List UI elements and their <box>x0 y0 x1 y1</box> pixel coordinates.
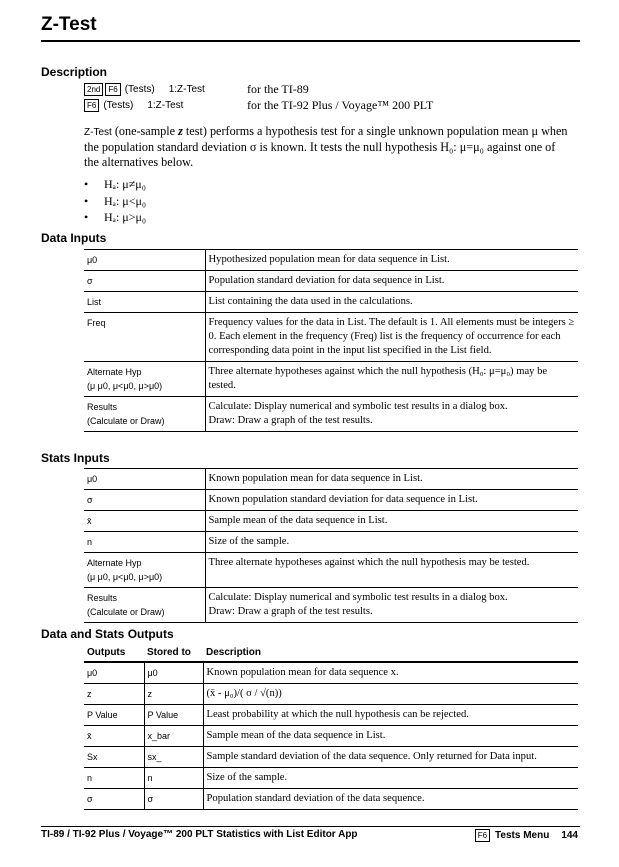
command-name: Z-Test <box>84 127 112 138</box>
outputs-table <box>84 645 578 810</box>
bullet-item: • Hₐ: μ<μ₀ <box>84 194 147 208</box>
footer-title: TI-89 / TI-92 Plus / Voyage™ 200 PLT Statistics with List Editor App <box>41 829 358 840</box>
table-header-row <box>84 645 578 662</box>
tests-label: (Tests) <box>103 100 134 111</box>
title-rule <box>41 40 580 42</box>
table-row: n n Size of the sample. <box>84 768 578 789</box>
key-sequence-ti89 <box>84 82 309 96</box>
table-row: Alternate Hyp (μ μ0, μ<μ0, μ>μ0) Three alternate hypotheses against which the null hypothesis may be tested. <box>84 553 578 588</box>
table-row: μ0 Known population mean for data sequence in List. <box>84 469 578 490</box>
stats-inputs-table <box>84 468 578 623</box>
table-row: Alternate Hyp (μ μ0, μ<μ0, μ>μ0) Three alternate hypotheses against which the null hypothesis (H₀: μ=μ₀) may be tested. <box>84 362 578 397</box>
table-row: P Value P Value Least probability at which the null hypothesis can be rejected. <box>84 705 578 726</box>
table-row: μ0 Hypothesized population mean for data sequence in List. <box>84 250 578 271</box>
table-row: x̄ x_bar Sample mean of the data sequence in List. <box>84 726 578 747</box>
bullet-item: • Hₐ: μ>μ₀ <box>84 210 147 224</box>
table-row: Sx sx_ Sample standard deviation of the data sequence. Only returned for Data input. <box>84 747 578 768</box>
table-row: σ Known population standard deviation for data sequence in List. <box>84 490 578 511</box>
bullet-item: • Hₐ: μ≠μ₀ <box>84 177 146 191</box>
table-row: List List containing the data used in the calculations. <box>84 292 578 313</box>
table-row: n Size of the sample. <box>84 532 578 553</box>
page-title: Z-Test <box>41 14 97 35</box>
page-number: 144 <box>561 830 578 841</box>
stats-inputs-heading: Stats Inputs <box>41 451 110 465</box>
target-device: for the TI-92 Plus / Voyage™ 200 PLT <box>247 98 434 112</box>
outputs-heading: Data and Stats Outputs <box>41 627 174 641</box>
table-row: x̄ Sample mean of the data sequence in List. <box>84 511 578 532</box>
key-f6: F6 <box>105 83 120 96</box>
table-row: σ Population standard deviation for data sequence in List. <box>84 271 578 292</box>
data-inputs-heading: Data Inputs <box>41 231 107 245</box>
key-2nd: 2nd <box>84 83 103 96</box>
column-header: Stored to <box>144 645 203 662</box>
data-inputs-table <box>84 249 578 432</box>
menu-item: 1:Z-Test <box>168 84 205 95</box>
target-device: for the TI-89 <box>247 82 309 96</box>
footer-rule <box>41 826 580 827</box>
description-heading: Description <box>41 65 108 79</box>
key-f6: F6 <box>84 99 99 112</box>
footer-section <box>475 829 578 842</box>
key-f6: F6 <box>475 829 490 842</box>
column-header: Description <box>203 645 578 662</box>
column-header: Outputs <box>84 645 144 662</box>
table-row: μ0 μ0 Known population mean for data sequence x. <box>84 662 578 684</box>
description-paragraph: Z-Test (one-sample z test) performs a hypothesis test for a single unknown population mean μ when the population standard deviation σ is known. It tests the null hypothesis H₀: μ=μ₀ against one of the alternatives below. <box>84 124 568 169</box>
table-row: Results (Calculate or Draw) Calculate: Display numerical and symbolic test results in a dialog box. Draw: Draw a graph of the test results. <box>84 397 578 432</box>
table-row: Freq Frequency values for the data in List. The default is 1. All elements must be integers ≥ 0. Each element in the frequency (Freq) list is the frequency of occurrence for each corresponding data point in the input list specified in the List field. <box>84 313 578 362</box>
table-row: z z (x̄ - μ₀)/( σ / √(n)) <box>84 684 578 705</box>
key-sequence-ti92 <box>84 98 434 112</box>
tests-label: (Tests) <box>124 84 155 95</box>
menu-item: 1:Z-Test <box>147 100 184 111</box>
section-name: Tests Menu <box>495 830 550 841</box>
table-row: σ σ Population standard deviation of the data sequence. <box>84 789 578 810</box>
table-row: Results (Calculate or Draw) Calculate: Display numerical and symbolic test results in a dialog box. Draw: Draw a graph of the test results. <box>84 588 578 623</box>
